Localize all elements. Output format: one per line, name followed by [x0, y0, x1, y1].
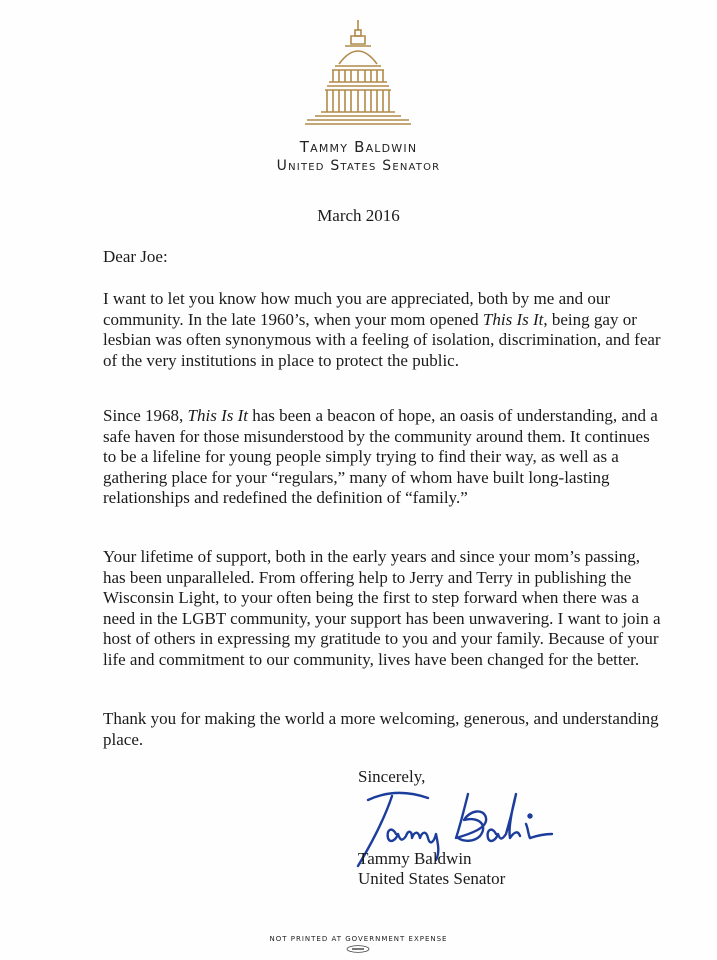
- paragraph-2: Since 1968, This Is It has been a beacon of hope, an oasis of understanding, and a safe haven for those misunderstood by the community around them. It continues to be a lifeline for young people simply trying to find their way, as well as a gathering place for your “regulars,” many of whom have built long-lasting relationships and redefined the definition of “family.”: [103, 406, 658, 507]
- capitol-dome-icon: [305, 18, 411, 130]
- closing: Sincerely,: [358, 767, 426, 786]
- paragraph-3: Your lifetime of support, both in the early years and since your mom’s passing, has been unparalleled. From offering help to Jerry and Terry in publishing the Wisconsin Light, to your often being the first to step forward when there was a need in the LGBT community, your support has been unwavering. I want to join a host of others in expressing my gratitude to you and your family. Because of your life and commitment to our community, lives have been changed for the better.: [103, 547, 661, 669]
- signatory-name: Tammy Baldwin: [358, 849, 472, 868]
- union-label-icon: [346, 945, 370, 953]
- signatory-title: United States Senator: [358, 869, 506, 888]
- paragraph-1: I want to let you know how much you are appreciated, both by me and our community. In the late 1960’s, when your mom opened This Is It, being gay or lesbian was often synonymous with a feeling of isolation, discrimination, and fear of the very institutions in place to protect the public.: [103, 289, 661, 370]
- letter-date: March 2016: [317, 206, 400, 225]
- business-name: This Is It: [482, 309, 544, 329]
- letterhead-name: Tammy Baldwin: [299, 138, 418, 156]
- greeting: Dear Joe:: [103, 247, 168, 266]
- business-name: This Is It: [187, 406, 248, 425]
- paragraph-4: Thank you for making the world a more welcoming, generous, and understanding place.: [103, 709, 659, 749]
- footer-disclaimer: NOT PRINTED AT GOVERNMENT EXPENSE: [269, 935, 448, 943]
- letterhead-title: United States Senator: [276, 158, 441, 174]
